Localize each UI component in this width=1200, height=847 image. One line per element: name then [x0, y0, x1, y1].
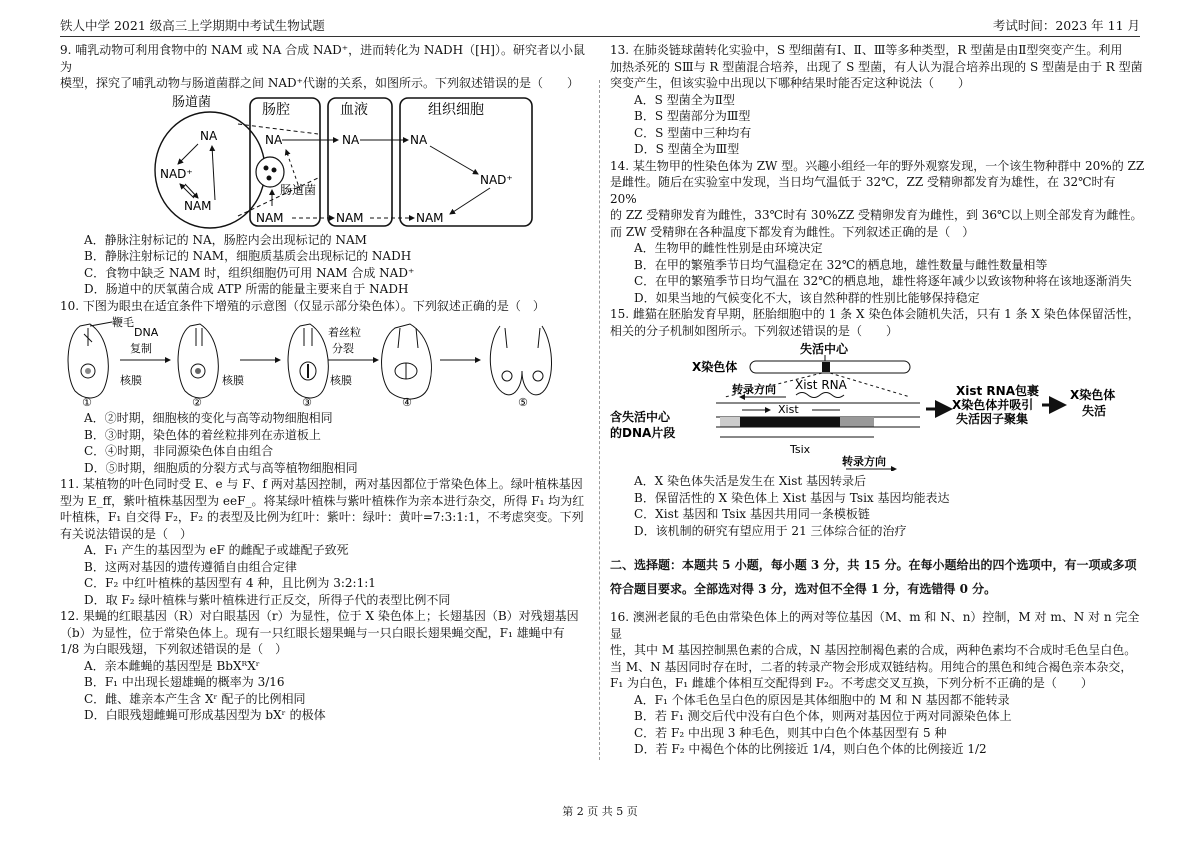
fig-nad-2: NAD⁺: [480, 172, 513, 187]
fig-blood-label: 血液: [340, 101, 368, 118]
q10-option-d: D．⑤时期，细胞质的分裂方式与高等植物细胞相同: [84, 460, 358, 475]
q12-option-b: B．F₁ 中出现长翅雄蝇的概率为 3/16: [84, 675, 285, 689]
q11-line-3: 叶植株，F₁ 自交得 F₂，F₂ 的表型及比例为红叶：紫叶：绿叶：黄叶=7:3:1:1，不考虑突变。下列: [60, 510, 584, 524]
fig-tsix-gene: Tsix: [790, 443, 811, 456]
q16-line-1: 16. 澳洲老鼠的毛色由常染色体上的两对等位基因（M、m 和 N、n）控制，M 对 m、N 对 n 完全显: [610, 610, 1140, 641]
q10-option-c: C．④时期，非同源染色体自由组合: [84, 444, 274, 458]
page-footer: 第 2 页 共 5 页: [562, 805, 638, 818]
q15-option-d: D．该机制的研究有望应用于 21 三体综合征的治疗: [634, 523, 907, 538]
q11-option-d: D．取 F₂ 绿叶植株与紫叶植株进行正反交，所得子代的表型比例不同: [84, 592, 451, 607]
right-column: [610, 42, 1145, 758]
q11-option-a: A．F₁ 产生的基因型为 eF 的雌配子或雄配子致死: [84, 543, 349, 557]
question-14: [610, 158, 1145, 307]
q13-line-3: 突变产生，但该实验中出现以下哪种结果时能否定这种说法（ ）: [610, 76, 971, 90]
fig-nm-3: 核膜: [330, 374, 352, 387]
q10-option-a: A．②时期，细胞核的变化与高等动物细胞相同: [84, 411, 333, 425]
q15-option-b: B．保留活性的 X 染色体上 Xist 基因与 Tsix 基因均能表达: [634, 490, 950, 505]
question-12: [60, 608, 590, 724]
q10-figure: [60, 316, 590, 408]
q15-figure: [610, 341, 1145, 471]
q16-option-c: C．若 F₂ 中出现 3 种毛色，则其中白色个体基因型有 5 种: [634, 725, 947, 740]
section-2-heading: [610, 553, 1145, 601]
fig-box-3: 失活因子聚集: [956, 412, 1029, 426]
q11-option-c: C．F₂ 中红叶植株的基因型有 4 种，且比例为 3:2:1:1: [84, 576, 376, 590]
q12-option-a: A．亲本雌蝇的基因型是 BbXᴿXʳ: [84, 658, 260, 673]
q11-line-1: 11. 某植物的叶色同时受 E、e 与 F、f 两对基因控制，两对基因都位于常染色体上。绿叶植株基因: [60, 477, 583, 491]
q14-line-4: 而 ZW 受精卵在各种温度下都发育为雌性。下列叙述正确的是（ ）: [610, 224, 975, 239]
fig-centromere-label: 着丝粒: [328, 326, 361, 339]
fig-nam-2: NAM: [256, 210, 284, 225]
q14-option-c: C．在甲的繁殖季节日均气温在 32℃的栖息地，雄性将逐年减少以致该物种将在该地逐渐消失: [634, 274, 1132, 288]
fig-box-2: X染色体并吸引: [952, 398, 1034, 412]
q16-option-b: B．若 F₁ 测交后代中没有白色个体，则两对基因位于两对同源染色体上: [634, 709, 1012, 723]
q13-option-c: C．S 型菌中三种均有: [634, 125, 752, 140]
fig-na-1: NA: [200, 128, 218, 143]
fig-nam-1: NAM: [184, 198, 212, 213]
q11-line-2: 型为 E_ff，紫叶植株基因型为 eeF_。将某绿叶植株与紫叶植株作为亲本进行杂交，所得 F₁ 均为红: [60, 493, 585, 508]
question-15: [610, 306, 1145, 539]
q9-option-c: C．食物中缺乏 NAM 时，组织细胞仍可用 NAM 合成 NAD⁺: [84, 265, 415, 280]
q12-option-c: C．雌、雄亲本产生含 Xʳ 配子的比例相同: [84, 691, 306, 706]
q9-option-a: A．静脉注射标记的 NA，肠腔内会出现标记的 NAM: [84, 232, 367, 247]
fig-nam-3: NAM: [336, 210, 364, 225]
left-column: [60, 42, 590, 724]
q9-option-b: B．静脉注射标记的 NAM，细胞质基质会出现标记的 NADH: [84, 249, 412, 263]
header-exam-time: 考试时间：2023 年 11 月: [992, 18, 1140, 33]
q15-line-1: 15. 雌猫在胚胎发育早期，胚胎细胞中的 1 条 X 染色体会随机失活，只有 1 条 X 染色体保留活性，: [610, 307, 1140, 321]
fig-nam-4: NAM: [416, 210, 444, 225]
fig-xist-gene: Xist: [778, 403, 799, 416]
q9-stem-1: 9. 哺乳动物可利用食物中的 NAM 或 NA 合成 NAD⁺，进而转化为 NADH（[H]）。研究者以小鼠为: [60, 43, 585, 74]
q14-option-a: A．生物甲的雌性性别是由环境决定: [634, 241, 823, 255]
q12-line-1: 12. 果蝇的红眼基因（R）对白眼基因（r）为显性，位于 X 染色体上；长翅基因（B）对残翅基因: [60, 609, 579, 623]
section-2-line-1: 二、选择题：本题共 5 小题，每小题 3 分，共 15 分。在每小题给出的四个选项中，有一项或多项: [610, 558, 1137, 572]
q11-line-4: 有关说法错误的是（ ）: [60, 526, 193, 541]
fig-frag-1: 含失活中心: [610, 410, 671, 424]
q16-line-2: 性，其中 M 基因控制黑色素的合成，N 基因控制褐色素的合成，两种色素均不合成时毛色呈白色。: [610, 643, 1137, 657]
q12-line-2: （b）为显性，位于常染色体上。现有一只红眼长翅果蝇与一只白眼长翅果蝇交配，F₁ 雄蝇中有: [60, 625, 565, 640]
q14-line-1: 14. 某生物甲的性染色体为 ZW 型。兴趣小组经一年的野外观察发现，一个该生物种群中 20%的 ZZ: [610, 158, 1145, 173]
q16-option-d: D．若 F₂ 中褐色个体的比例接近 1/4，则白色个体的比例接近 1/2: [634, 742, 987, 756]
q9-figure: [60, 94, 590, 230]
q15-option-c: C．Xist 基因和 Tsix 基因共用同一条模板链: [634, 507, 870, 521]
question-13: [610, 42, 1145, 158]
q12-option-d: D．白眼残翅雌蝇可形成基因型为 bXʳ 的极体: [84, 708, 326, 722]
fig-xchr-label: X染色体: [692, 360, 738, 374]
fig-split-label: 分裂: [332, 342, 354, 355]
fig-stage-4: ④: [402, 396, 412, 408]
fig-stage-2: ②: [192, 396, 202, 408]
q14-option-b: B．在甲的繁殖季节日均气温稳定在 32℃的栖息地，雄性数量与雌性数量相等: [634, 257, 1048, 272]
section-2-line-2: 符合题目要求。全部选对得 3 分，选对但不全得 1 分，有选错得 0 分。: [610, 582, 997, 596]
fig-result-2: 失活: [1082, 404, 1107, 418]
fig-stage-5: ⑤: [518, 396, 528, 408]
fig-nm-2: 核膜: [222, 374, 244, 387]
q10-stem: 10. 下图为眼虫在适宜条件下增殖的示意图（仅显示部分染色体）。下列叙述正确的是（ ）: [60, 298, 545, 313]
fig-frag-2: 的DNA片段: [610, 426, 676, 440]
q9-stem-2: 模型，探究了哺乳动物与肠道菌群之间 NAD⁺代谢的关系，如图所示。下列叙述错误的是（ ）: [60, 76, 579, 90]
fig-flagellum: 鞭毛: [112, 316, 134, 329]
q14-option-d: D．如果当地的气候变化不大，该自然种群的性别比能够保持稳定: [634, 290, 980, 305]
fig-tissue-label: 组织细胞: [428, 101, 484, 118]
fig-stage-3: ③: [302, 396, 312, 408]
fig-dna-label: DNA: [134, 326, 159, 339]
fig-na-4: NA: [410, 132, 428, 147]
q13-option-d: D．S 型菌全为Ⅲ型: [634, 142, 740, 156]
euglena-division-diagram: [60, 316, 590, 408]
fig-result-1: X染色体: [1070, 388, 1116, 402]
page-header: [60, 14, 1140, 37]
fig-na-2: NA: [265, 132, 283, 147]
q14-line-3: 的 ZZ 受精卵发育为雌性，33℃时有 30%ZZ 受精卵发育为雌性，到 36℃以上则全部发育为雌性。: [610, 208, 1143, 222]
fig-replication-label: 复制: [130, 342, 152, 355]
fig-box-1: Xist RNA包裹: [956, 384, 1039, 398]
question-10: [60, 298, 590, 477]
q13-option-a: A．S 型菌全为Ⅱ型: [634, 92, 735, 107]
nad-metabolism-diagram: [60, 94, 590, 230]
q16-line-4: F₁ 为白色，F₁ 雌雄个体相互交配得到 F₂。不考虑交叉互换，下列分析不正确的是（ ）: [610, 676, 1093, 690]
q9-option-d: D．肠道中的厌氧菌合成 ATP 所需的能量主要来自于 NADH: [84, 282, 409, 296]
q15-option-a: A．X 染色体失活是发生在 Xist 基因转录后: [634, 474, 867, 488]
fig-nad-1: NAD⁺: [160, 166, 193, 181]
fig-na-3: NA: [342, 132, 360, 147]
q16-line-3: 当 M、N 基因同时存在时，二者的转录产物会形成双链结构。用纯合的黑色和纯合褐色亲本杂交，: [610, 659, 1133, 674]
header-school: 铁人中学 2021 级高三上学期期中考试生物试题: [60, 18, 325, 33]
q10-option-b: B．③时期，染色体的着丝粒排列在赤道板上: [84, 427, 321, 442]
fig-center-label: 失活中心: [800, 342, 849, 356]
x-inactivation-diagram: [610, 341, 1145, 471]
q13-option-b: B．S 型菌部分为Ⅲ型: [634, 109, 751, 123]
q12-line-3: 1/8 为白眼残翅，下列叙述错误的是（ ）: [60, 642, 288, 656]
question-9: [60, 42, 590, 298]
fig-gut-bacteria: 肠道菌: [280, 182, 317, 197]
fig-bacteria-label: 肠道菌: [172, 94, 212, 110]
q13-line-2: 加热杀死的 SⅢ与 R 型菌混合培养，出现了 S 型菌，有人认为混合培养出现的 S 型菌是由于 R 型菌: [610, 59, 1143, 74]
question-16: [610, 609, 1145, 758]
fig-lumen-label: 肠腔: [262, 101, 290, 118]
fig-stage-1: ①: [82, 396, 92, 408]
q14-line-2: 是雌性。随后在实验室中发现，当日均气温低于 32℃，ZZ 受精卵都发育为雄性，在 32℃时有 20%: [610, 175, 1116, 206]
fig-dir-1: 转录方向: [732, 383, 776, 396]
question-11: [60, 476, 590, 608]
fig-nm-1: 核膜: [120, 374, 142, 387]
fig-xist-rna: Xist RNA: [795, 378, 847, 392]
q13-line-1: 13. 在肺炎链球菌转化实验中，S 型细菌有Ⅰ、Ⅱ、Ⅲ等多种类型，R 型菌是由Ⅱ型突变产生。利用: [610, 43, 1123, 57]
q11-option-b: B．这两对基因的遗传遵循自由组合定律: [84, 559, 297, 574]
q16-option-a: A．F₁ 个体毛色呈白色的原因是其体细胞中的 M 和 N 基因都不能转录: [634, 692, 1010, 707]
column-divider: [599, 80, 600, 760]
q15-line-2: 相关的分子机制如图所示。下列叙述错误的是（ ）: [610, 323, 899, 338]
fig-dir-2: 转录方向: [842, 455, 886, 468]
